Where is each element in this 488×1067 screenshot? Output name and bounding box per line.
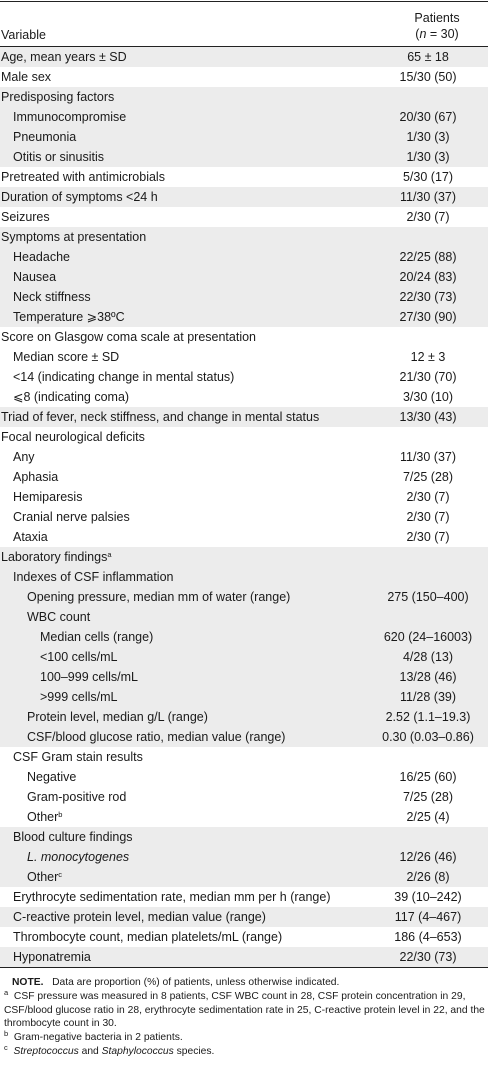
row-value: 20/24 (83)	[399, 270, 457, 284]
table-row	[0, 507, 488, 527]
row-label: Erythrocyte sedimentation rate, median mm per h (range)	[13, 890, 331, 904]
row-label: Immunocompromise	[13, 110, 127, 124]
table-row	[0, 487, 488, 507]
table-row	[0, 47, 488, 67]
row-label: C-reactive protein level, median value (range)	[13, 910, 266, 924]
table-row	[0, 707, 488, 727]
row-value: 20/30 (67)	[399, 110, 457, 124]
footnote-marker: c	[58, 870, 63, 879]
row-value: 2/26 (8)	[406, 870, 450, 884]
table-row	[0, 107, 488, 127]
row-label: Triad of fever, neck stiffness, and change in mental status	[1, 410, 320, 424]
row-label: CSF/blood glucose ratio, median value (range)	[27, 730, 286, 744]
row-value: 186 (4–653)	[394, 930, 462, 944]
row-label: Male sex	[1, 70, 52, 84]
table-row	[0, 807, 488, 827]
row-value: 0.30 (0.03–0.86)	[382, 730, 474, 744]
row-value: 13/30 (43)	[399, 410, 457, 424]
table-row	[0, 427, 488, 447]
row-value: 12 ± 3	[410, 350, 446, 364]
row-label: Nausea	[13, 270, 57, 284]
row-value: 13/28 (46)	[399, 670, 457, 684]
row-value: 22/30 (73)	[399, 290, 457, 304]
row-value: 2.52 (1.1–19.3)	[385, 710, 471, 724]
row-value: 12/26 (46)	[399, 850, 457, 864]
table-row	[0, 567, 488, 587]
row-label: Negative	[27, 770, 77, 784]
row-value: 620 (24–16003)	[383, 630, 473, 644]
table-row	[0, 647, 488, 667]
row-value: 275 (150–400)	[387, 590, 469, 604]
bottom-rule	[0, 967, 488, 968]
footnote-c: $^c$ Streptococcus and Staphylococcus species.	[4, 1042, 215, 1057]
row-value: 2/30 (7)	[406, 210, 450, 224]
table-row	[0, 247, 488, 267]
row-label: Protein level, median g/L (range)	[27, 710, 208, 724]
table-row	[0, 887, 488, 907]
row-label: <14 (indicating change in mental status)	[13, 370, 235, 384]
table-row	[0, 767, 488, 787]
row-label: Gram-positive rod	[27, 790, 127, 804]
row-label: Score on Glasgow coma scale at presentation	[1, 330, 256, 344]
table-row	[0, 747, 488, 767]
row-label: CSF Gram stain results	[13, 750, 143, 764]
row-label: Any	[13, 450, 35, 464]
row-label: Median score ± SD	[13, 350, 120, 364]
variable-column-header: Variable	[1, 28, 46, 42]
row-value: 2/30 (7)	[406, 510, 450, 524]
row-label: L. monocytogenes	[27, 850, 130, 864]
table-row	[0, 927, 488, 947]
row-value: 11/30 (37)	[399, 190, 457, 204]
table-row	[0, 407, 488, 427]
row-label: Pretreated with antimicrobials	[1, 170, 165, 184]
row-label: Hyponatremia	[13, 950, 91, 964]
table-row	[0, 687, 488, 707]
row-label: Indexes of CSF inflammation	[13, 570, 174, 584]
row-label: Ataxia	[13, 530, 48, 544]
table-row	[0, 727, 488, 747]
table-row	[0, 187, 488, 207]
table-row	[0, 307, 488, 327]
note-general: NOTE. Data are proportion (%) of patients, unless otherwise indicated.	[12, 977, 340, 988]
row-value: 11/30 (37)	[399, 450, 457, 464]
row-label: Age, mean years ± SD	[1, 50, 127, 64]
row-label: Seizures	[1, 210, 50, 224]
table-row	[0, 607, 488, 627]
table-row	[0, 787, 488, 807]
row-value: 22/30 (73)	[399, 950, 457, 964]
row-value: 65 ± 18	[407, 50, 449, 64]
row-label: Temperature ⩾38ºC	[13, 310, 125, 324]
table-row	[0, 587, 488, 607]
row-label: <100 cells/mL	[40, 650, 118, 664]
row-value: 7/25 (28)	[402, 470, 454, 484]
row-value: 7/25 (28)	[402, 790, 454, 804]
row-label: WBC count	[27, 610, 91, 624]
patients-header-label: Patients	[414, 11, 460, 25]
table-row	[0, 547, 488, 567]
row-label: Otitis or sinusitis	[13, 150, 104, 164]
row-label: 100–999 cells/mL	[40, 670, 138, 684]
row-label: Median cells (range)	[40, 630, 154, 644]
row-value: 4/28 (13)	[402, 650, 454, 664]
row-label: Duration of symptoms <24 h	[1, 190, 158, 204]
table-row	[0, 527, 488, 547]
table-row	[0, 327, 488, 347]
row-value: 22/25 (88)	[399, 250, 457, 264]
table-row	[0, 267, 488, 287]
row-value: 2/30 (7)	[406, 490, 450, 504]
table-row	[0, 207, 488, 227]
table-row	[0, 387, 488, 407]
row-label: Focal neurological deficits	[1, 430, 145, 444]
footnote-b: $^b$ Gram-negative bacteria in 2 patients.	[4, 1029, 183, 1044]
table-row	[0, 667, 488, 687]
row-value: 27/30 (90)	[399, 310, 457, 324]
row-value: 2/30 (7)	[406, 530, 450, 544]
row-value: 2/25 (4)	[406, 810, 450, 824]
row-value: 11/28 (39)	[399, 690, 457, 704]
row-value: 1/30 (3)	[406, 130, 450, 144]
row-label: ⩽8 (indicating coma)	[13, 390, 130, 404]
table-row	[0, 167, 488, 187]
table-row	[0, 367, 488, 387]
row-label: Opening pressure, median mm of water (range)	[27, 590, 291, 604]
table-row	[0, 447, 488, 467]
row-label: Hemiparesis	[13, 490, 83, 504]
row-label: Predisposing factors	[1, 90, 115, 104]
row-label: Cranial nerve palsies	[13, 510, 130, 524]
table-row	[0, 627, 488, 647]
footnote-a: $^a$ CSF pressure was measured in 8 patients, CSF WBC count in 28, CSF protein concentration in 29, CSF/blood glucose ratio in 28, erythrocyte sedimentation rate in 25, C-reactive protein level in 22, and the thrombocyte count in 30.	[4, 987, 485, 1030]
row-value: 16/25 (60)	[399, 770, 457, 784]
table-row	[0, 847, 488, 867]
row-label: Pneumonia	[13, 130, 77, 144]
table-row	[0, 67, 488, 87]
row-value: 39 (10–242)	[394, 890, 462, 904]
row-value: 3/30 (10)	[402, 390, 454, 404]
footnote-marker: a	[107, 550, 112, 559]
table-row	[0, 867, 488, 887]
row-value: 1/30 (3)	[406, 150, 450, 164]
row-label: Symptoms at presentation	[1, 230, 147, 244]
table-row	[0, 227, 488, 247]
table-row	[0, 947, 488, 967]
row-label: Other$^b$	[27, 810, 63, 824]
table-notes	[0, 976, 486, 1059]
table-row	[0, 127, 488, 147]
row-value: 117 (4–467)	[394, 910, 462, 924]
row-label: Blood culture findings	[13, 830, 133, 844]
row-label: Other$^c$	[27, 870, 63, 884]
row-value: 21/30 (70)	[399, 370, 457, 384]
table-row	[0, 907, 488, 927]
row-label: Neck stiffness	[13, 290, 91, 304]
patients-column-header	[392, 10, 482, 42]
patients-header-count: (n = 30)	[415, 27, 459, 41]
row-label: Thrombocyte count, median platelets/mL (range)	[13, 930, 283, 944]
row-label: Headache	[13, 250, 70, 264]
table-row	[0, 147, 488, 167]
table-header	[0, 2, 488, 46]
footnote-marker: b	[58, 810, 63, 819]
row-label: Aphasia	[13, 470, 59, 484]
table-row	[0, 87, 488, 107]
row-value: 5/30 (17)	[402, 170, 454, 184]
table-row	[0, 827, 488, 847]
row-value: 15/30 (50)	[399, 70, 457, 84]
row-label: Laboratory findings$^a$	[1, 550, 112, 564]
table-row	[0, 467, 488, 487]
table-row	[0, 347, 488, 367]
row-label: >999 cells/mL	[40, 690, 118, 704]
table-row	[0, 287, 488, 307]
table-body	[0, 47, 488, 967]
